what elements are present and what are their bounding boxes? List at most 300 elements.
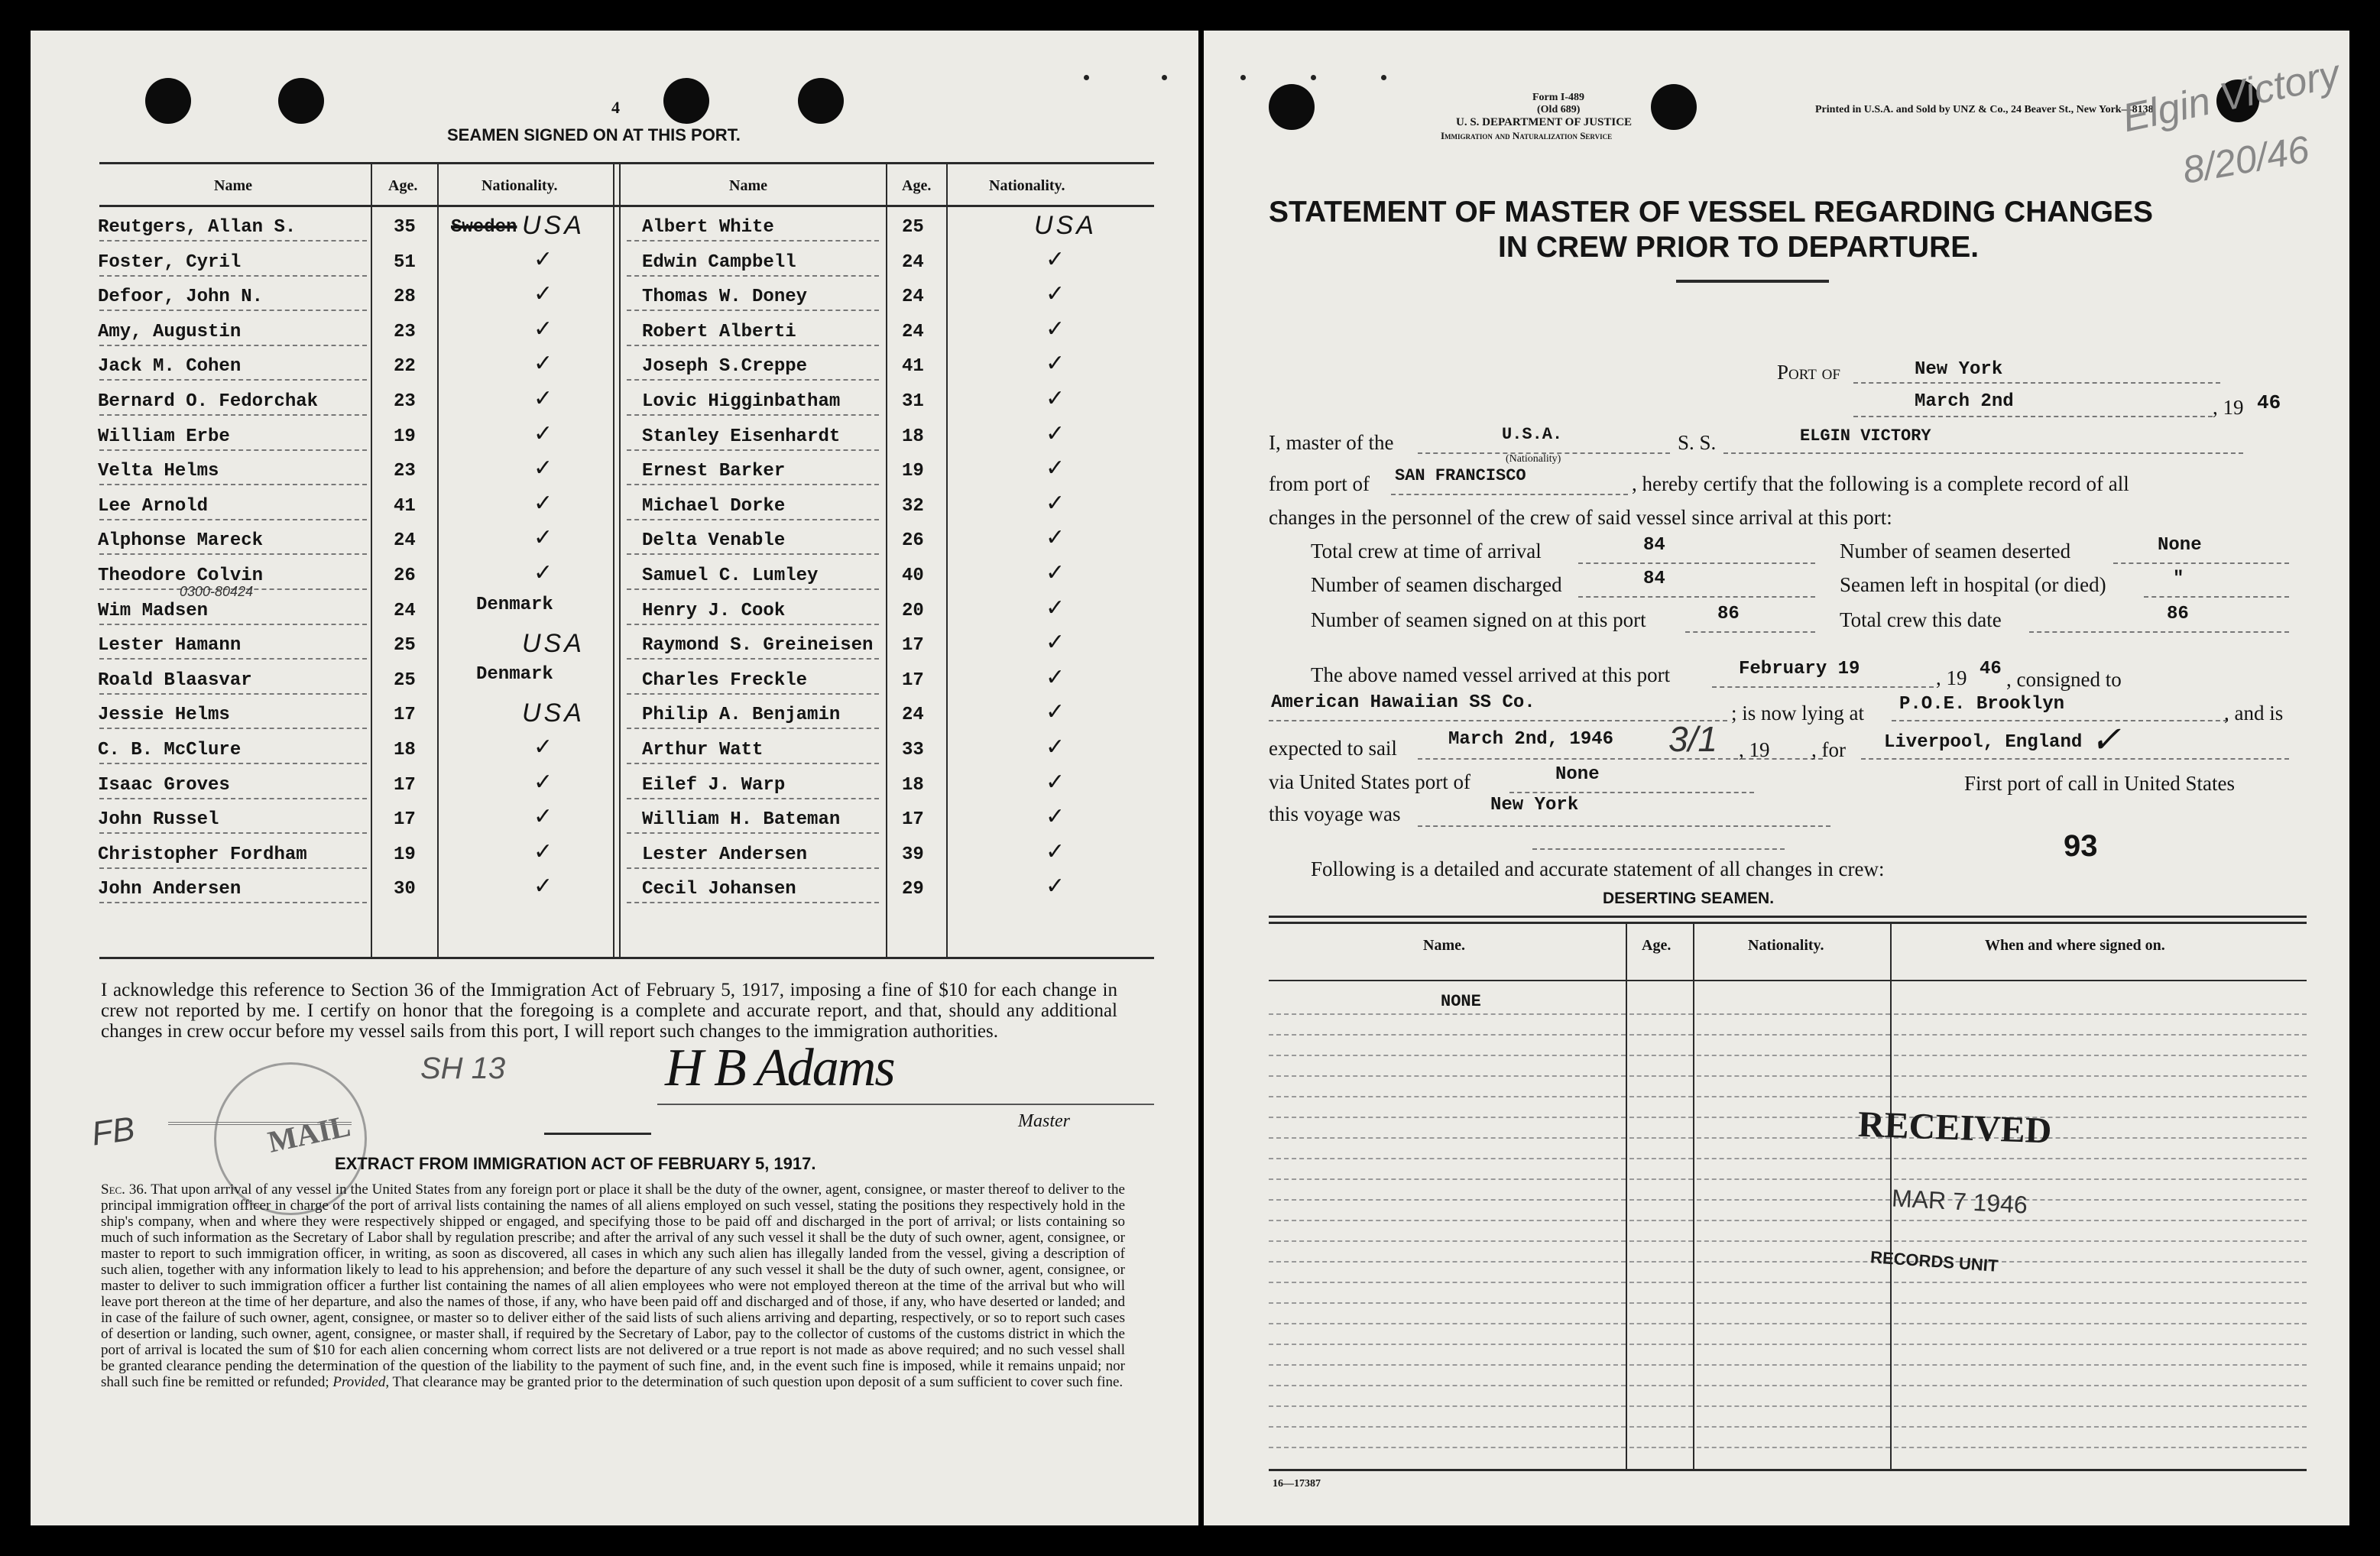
year-value: 46 — [2257, 391, 2281, 414]
seaman-name: Bernard O. Fedorchak — [98, 391, 319, 412]
consigned-label: , consigned to — [2006, 668, 2122, 691]
row-underline — [627, 763, 879, 764]
destination-check-icon: ✓ — [2090, 720, 2122, 760]
col-rule — [1693, 922, 1694, 1469]
certify-text: , hereby certify that the following is a complete record of all — [1632, 472, 2129, 495]
deserting-row-line — [1269, 1117, 1626, 1118]
seaman-age: 22 — [394, 356, 416, 378]
seaman-name: Charles Freckle — [642, 669, 808, 691]
row-underline — [627, 798, 879, 799]
row-underline — [627, 379, 879, 381]
row-underline — [99, 728, 367, 729]
punch-hole — [1651, 84, 1697, 130]
following-text: Following is a detailed and accurate statement of all changes in crew: — [1311, 857, 1885, 880]
total-arrival-value: 84 — [1643, 535, 1665, 556]
voyage-label: this voyage was — [1269, 802, 1401, 825]
seaman-name: Delta Venable — [642, 530, 786, 552]
deserting-row-line — [1629, 1220, 1693, 1221]
from-port-line — [1391, 494, 1628, 495]
deserting-row-line — [1269, 1220, 1626, 1221]
deserting-row-line — [1697, 1405, 1890, 1407]
form-title-line2: IN CREW PRIOR TO DEPARTURE. — [1498, 231, 1980, 264]
for-label: , for — [1811, 738, 1846, 761]
deserting-row-line — [1697, 1199, 1890, 1201]
table-bottom-rule — [99, 957, 1154, 959]
form-code: 16—17387 — [1273, 1478, 1321, 1490]
seaman-name: Theodore Colvin — [98, 566, 264, 586]
row-underline — [99, 798, 367, 799]
seaman-nationality: ✓ — [533, 489, 553, 517]
lying-value: P.O.E. Brooklyn — [1899, 694, 2065, 715]
deserting-row-line — [1894, 1385, 2307, 1386]
seaman-nationality: ✓ — [533, 350, 553, 378]
deserting-row-line — [1629, 1261, 1693, 1263]
seaman-age: 23 — [394, 461, 416, 482]
deserting-row-line — [1697, 1240, 1890, 1242]
seaman-name: Lovic Higginbatham — [642, 391, 841, 412]
deserting-header-nationality: Nationality. — [1748, 937, 1824, 954]
ship-name: ELGIN VICTORY — [1800, 426, 1931, 446]
deserted-label: Number of seamen deserted — [1840, 540, 2071, 562]
seaman-name: Philip A. Benjamin — [642, 705, 841, 726]
via-line — [1509, 792, 1754, 793]
initials-stamp: SH 13 — [420, 1052, 506, 1085]
seaman-name: Lester Hamann — [98, 635, 242, 656]
seaman-nationality: ✓ — [533, 385, 553, 412]
row-underline — [627, 658, 879, 660]
seaman-age: 31 — [902, 391, 924, 412]
row-underline — [627, 588, 879, 590]
deserting-row-line — [1269, 1282, 1626, 1283]
seaman-age: 19 — [394, 426, 416, 447]
extract-end: That clearance may be granted prior to the determination of such question upon deposit of a sum sufficient to cover such fine. — [392, 1374, 1124, 1390]
seaman-nationality: ✓ — [1046, 699, 1065, 726]
ink-dot — [1381, 75, 1386, 80]
seaman-nationality: USA — [522, 699, 585, 728]
deserting-row-line — [1629, 1034, 1693, 1036]
row-underline — [99, 902, 367, 903]
seaman-name: Arthur Watt — [642, 740, 764, 760]
row-underline — [627, 275, 879, 277]
seaman-nationality: Denmark — [476, 663, 553, 685]
changes-text: changes in the personnel of the crew of said vessel since arrival at this port: — [1269, 506, 1892, 529]
col-rule — [437, 162, 439, 958]
seaman-nationality: ✓ — [1046, 245, 1065, 273]
deserting-row-line — [1269, 1344, 1626, 1345]
seaman-name: Robert Alberti — [642, 321, 796, 342]
deserting-row-line — [1629, 1075, 1693, 1077]
punch-hole — [1269, 84, 1315, 130]
hospital-value: " — [2173, 569, 2184, 589]
seaman-age: 24 — [394, 530, 416, 552]
seaman-name: C. B. McClure — [98, 740, 242, 760]
hospital-label: Seamen left in hospital (or died) — [1840, 573, 2106, 596]
seaman-age: 18 — [902, 426, 924, 447]
deserting-row-line — [1894, 1426, 2307, 1428]
seaman-nationality: ✓ — [533, 768, 553, 796]
seaman-nationality: ✓ — [533, 838, 553, 865]
seaman-age: 25 — [902, 217, 924, 238]
deserting-row-line — [1697, 1447, 1890, 1448]
deserting-row-line — [1269, 1178, 1626, 1180]
voyage-value: New York — [1490, 795, 1579, 815]
col-rule — [1626, 922, 1627, 1469]
arrived-year: 46 — [1980, 659, 2002, 679]
seaman-age: 17 — [902, 635, 924, 656]
date-value: March 2nd — [1915, 391, 2014, 412]
row-underline — [627, 624, 879, 625]
deserting-row-line — [1629, 1013, 1693, 1015]
service: Immigration and Naturalization Service — [1441, 130, 1613, 141]
received-date: MAR 7 1946 — [1891, 1184, 2028, 1219]
row-underline — [627, 693, 879, 695]
voyage-line-2 — [1532, 848, 1785, 850]
deserting-header-name: Name. — [1423, 937, 1465, 954]
seaman-nationality: ✓ — [1046, 559, 1065, 586]
consignee-line — [1269, 720, 1727, 721]
row-underline — [99, 658, 367, 660]
seaman-nationality: ✓ — [1046, 803, 1065, 831]
seaman-name: Roald Blaasvar — [98, 669, 252, 691]
deserting-row-line — [1269, 1240, 1626, 1242]
postmark-cancel-line — [168, 1122, 352, 1125]
deserted-value: None — [2158, 535, 2202, 556]
ss-label: S. S. — [1678, 431, 1717, 454]
deserting-row-line — [1894, 1302, 2307, 1304]
seaman-name: William Erbe — [98, 426, 230, 447]
row-underline — [99, 867, 367, 869]
seaman-age: 24 — [902, 287, 924, 308]
seaman-name: Cecil Johansen — [642, 879, 796, 900]
arrived-label: The above named vessel arrived at this port — [1311, 663, 1671, 686]
seaman-name: Henry J. Cook — [642, 600, 786, 621]
seaman-nationality: ✓ — [533, 524, 553, 552]
port-line — [1853, 382, 2220, 384]
seaman-nationality: ✓ — [1046, 280, 1065, 308]
arrived-line — [1712, 686, 1934, 688]
row-underline — [627, 240, 879, 242]
punch-hole — [278, 78, 324, 124]
right-page — [1204, 31, 2349, 1525]
from-port-label: from port of — [1269, 472, 1370, 495]
col-rule — [619, 162, 621, 958]
expected-label: expected to sail — [1269, 737, 1397, 760]
deserting-row-line — [1894, 1178, 2307, 1180]
destination-line — [1861, 758, 2289, 760]
nationality-value: U.S.A. — [1502, 425, 1563, 444]
seaman-nationality: USA — [1034, 211, 1097, 240]
header-nationality: Nationality. — [482, 177, 558, 194]
total-date-value: 86 — [2167, 604, 2189, 624]
seaman-name: Velta Helms — [98, 461, 219, 482]
deserting-row-line — [1269, 1055, 1626, 1056]
master-signature: H B Adams — [665, 1039, 894, 1097]
deserting-row-line — [1894, 1158, 2307, 1159]
deserting-row-line — [1697, 1075, 1890, 1077]
and-is: , and is — [2224, 702, 2284, 725]
deserting-row-line — [1269, 1364, 1626, 1366]
extract-body: That upon arrival of any vessel in the United States from any foreign port or place it shall be the duty of the owner, agent, consignee, or master thereof to deliver to the principal immigration officer in charge of the port of arrival lists containing the names of all aliens employed on such vessel, stating the positions they respectively hold in the ship's company, when and where they were respectively shipped or engaged, and specifying those to be paid off and discharged in the port of arrival; or lists containing so much of such information as the Secretary of Labor shall by regulation prescribe; and after the arrival of any such vessel it shall be the duty of such owner, agent, consignee, or master to report to such immigration officer, in writing, as soon as discovered, all cases in which any such alien has illegally landed from the vessel, giving a description of such alien, together with any information likely to lead to his apprehension; and before the departure of any such vessel it shall be the duty of such owner, agent, consignee, or master to deliver to such immigration officer a further list containing the names of all alien employees who were not employed thereon at the time of the arrival but who will leave port thereon at the time of her departure, and also the names of those, if any, who have been paid off and discharged and of those, if any, who have deserted or landed; and in case of the failure of such owner, agent, consignee, or master so to deliver either of the said lists of such aliens arriving and departing, respectively, or so to report such cases of desertion or landing, such owner, agent, consignee, or master shall, if required by the Secretary of Labor, pay to the collector of customs of the customs district in which the port of arrival is located the sum of $10 for each alien concerning whom correct lists are not delivered or a true report is not made as above required; and no such vessel shall be granted clearance pending the determination of the question of the liability to the payment of such fine, and, in the event such fine is imposed, while it remains unpaid; nor shall such fine be remitted or refunded; — [101, 1182, 1125, 1390]
deserting-row-line — [1269, 1096, 1626, 1097]
seaman-name: William H. Bateman — [642, 809, 841, 831]
deserting-row-line — [1697, 1282, 1890, 1283]
seaman-age: 25 — [394, 635, 416, 656]
seaman-age: 28 — [394, 287, 416, 308]
seaman-age: 26 — [902, 530, 924, 552]
seaman-age: 17 — [394, 809, 416, 831]
nationality-caption: (Nationality) — [1506, 453, 1561, 465]
seaman-name: Eilef J. Warp — [642, 774, 786, 796]
seaman-age: 17 — [394, 705, 416, 726]
deserting-row-line — [1269, 1426, 1626, 1428]
first-port-label: First port of call in United States — [1964, 772, 2235, 795]
extract-title: EXTRACT FROM IMMIGRATION ACT OF FEBRUARY 5, 1917. — [335, 1154, 816, 1173]
seaman-nationality: ✓ — [533, 245, 553, 273]
seaman-nationality: ✓ — [1046, 768, 1065, 796]
deserting-row-line — [1269, 1158, 1626, 1159]
row-underline — [99, 275, 367, 277]
row-underline — [627, 519, 879, 520]
deserting-row-line — [1629, 1364, 1693, 1366]
deserting-row-line — [1697, 1323, 1890, 1324]
seaman-nationality: Denmark — [476, 594, 553, 615]
header-age: Age. — [902, 177, 932, 194]
deserting-row-line — [1697, 1034, 1890, 1036]
deserting-row-line — [1894, 1013, 2307, 1015]
printer-line: Printed in U.S.A. and Sold by UNZ & Co., 24 Beaver St., New York—8138 — [1815, 104, 2154, 115]
seaman-age: 17 — [394, 774, 416, 796]
seaman-age: 23 — [394, 391, 416, 412]
seaman-nationality: ✓ — [1046, 455, 1065, 482]
seaman-nationality: ✓ — [1046, 629, 1065, 656]
deserting-row-line — [1894, 1364, 2307, 1366]
deserting-row-line — [1697, 1220, 1890, 1221]
row-underline — [627, 902, 879, 903]
ship-line — [1723, 452, 2243, 454]
seaman-name: Edwin Campbell — [642, 251, 796, 273]
seaman-nationality: ✓ — [533, 455, 553, 482]
seaman-age: 18 — [902, 774, 924, 796]
margin-initials: FB — [89, 1110, 138, 1153]
seaman-name: Isaac Groves — [98, 774, 230, 796]
discharged-value: 84 — [1643, 569, 1665, 589]
deserting-title: DESERTING SEAMEN. — [1603, 890, 1775, 907]
deserting-row-line — [1894, 1282, 2307, 1283]
seaman-nationality: ✓ — [533, 734, 553, 760]
deserting-row-line — [1894, 1405, 2307, 1407]
destination-value: Liverpool, England — [1884, 732, 2083, 753]
row-underline — [99, 763, 367, 764]
row-underline — [99, 240, 367, 242]
seaman-name: Stanley Eisenhardt — [642, 426, 841, 447]
seaman-age: 24 — [902, 321, 924, 342]
seaman-age: 35 — [394, 217, 416, 238]
port-label: Port of — [1777, 361, 1840, 384]
seaman-age: 18 — [394, 740, 416, 760]
seaman-nationality: ✓ — [1046, 594, 1065, 621]
extract-text — [101, 1182, 1125, 1390]
via-value: None — [1555, 764, 1600, 785]
records-unit-stamp: RECORDS UNIT — [1869, 1247, 1999, 1276]
seaman-name: Jack M. Cohen — [98, 356, 242, 378]
deserting-row-line — [1894, 1034, 2307, 1036]
expected-handwritten: 3/1 — [1668, 719, 1717, 759]
seaman-name: Lee Arnold — [98, 495, 209, 517]
row-underline — [99, 484, 367, 485]
seaman-name: John Andersen — [98, 879, 242, 900]
deserting-row-line — [1269, 1199, 1626, 1201]
deserting-row-line — [1269, 1302, 1626, 1304]
seaman-name: John Russel — [98, 809, 219, 831]
seaman-nationality: ✓ — [1046, 838, 1065, 865]
date-line — [1853, 416, 2213, 417]
seaman-age: 39 — [902, 844, 924, 865]
arrived-year-prefix: , 19 — [1936, 666, 1967, 689]
lying-label: ; is now lying at — [1731, 702, 1864, 725]
col-rule — [613, 162, 614, 958]
seaman-age: 40 — [902, 566, 924, 586]
seaman-age: 29 — [902, 879, 924, 900]
col-rule — [371, 162, 372, 958]
seaman-name: Foster, Cyril — [98, 251, 242, 273]
seaman-nationality: ✓ — [533, 803, 553, 831]
signed-on-value: 86 — [1717, 604, 1740, 624]
form-number: Form I-489 — [1532, 92, 1585, 103]
master-of-label: I, master of the — [1269, 431, 1394, 454]
deserting-rule — [1269, 916, 2307, 918]
row-underline — [99, 345, 367, 346]
deserting-row-line — [1629, 1323, 1693, 1324]
deserting-row-line — [1894, 1055, 2307, 1056]
seaman-age: 17 — [902, 669, 924, 691]
deserting-row-line — [1629, 1240, 1693, 1242]
seaman-age: 25 — [394, 669, 416, 691]
port-value: New York — [1915, 359, 2003, 380]
deserting-row-line — [1629, 1096, 1693, 1097]
seaman-nationality: USA — [522, 211, 585, 240]
year-prefix: , 19 — [2213, 396, 2244, 419]
row-underline — [627, 553, 879, 555]
seaman-name: Defoor, John N. — [98, 287, 264, 308]
ink-dot — [1084, 75, 1089, 80]
total-date-label: Total crew this date — [1840, 608, 2002, 631]
seaman-nationality: ✓ — [1046, 734, 1065, 760]
deserting-row-line — [1629, 1117, 1693, 1118]
department: U. S. DEPARTMENT OF JUSTICE — [1456, 116, 1633, 128]
header-age: Age. — [388, 177, 418, 194]
deserting-row-line — [1697, 1055, 1890, 1056]
page-number: 4 — [611, 98, 620, 117]
seaman-nationality: USA — [522, 629, 585, 659]
deserting-row-line — [1697, 1426, 1890, 1428]
seaman-name: Christopher Fordham — [98, 844, 307, 865]
seaman-age: 24 — [394, 600, 416, 621]
header-name: Name — [729, 177, 767, 194]
received-stamp: RECEIVED — [1857, 1104, 2053, 1152]
stat-line — [1685, 631, 1815, 633]
row-underline — [99, 414, 367, 416]
page-gutter — [1198, 31, 1204, 1525]
seaman-age: 19 — [394, 844, 416, 865]
stat-line — [2144, 596, 2289, 598]
seaman-nationality: ✓ — [1046, 350, 1065, 378]
ink-dot — [1311, 75, 1316, 80]
section-title: SEAMEN SIGNED ON AT THIS PORT. — [447, 125, 741, 144]
seaman-nationality: ✓ — [1046, 663, 1065, 691]
deserting-row-line — [1894, 1323, 2307, 1324]
via-label: via United States port of — [1269, 770, 1470, 793]
form-title-line1: STATEMENT OF MASTER OF VESSEL REGARDING CHANGES — [1269, 196, 2154, 229]
row-underline — [627, 867, 879, 869]
row-underline — [99, 624, 367, 625]
count-stamp: 93 — [2064, 829, 2098, 863]
seaman-nationality: ✓ — [1046, 420, 1065, 447]
seaman-nationality: ✓ — [1046, 873, 1065, 900]
seaman-age: 30 — [394, 879, 416, 900]
row-underline — [99, 693, 367, 695]
signed-on-label: Number of seamen signed on at this port — [1311, 608, 1646, 631]
seaman-age: 51 — [394, 251, 416, 273]
seaman-age: 41 — [902, 356, 924, 378]
deserting-row-line — [1697, 1096, 1890, 1097]
deserting-row-line — [1269, 1385, 1626, 1386]
punch-hole — [663, 78, 709, 124]
punch-hole — [145, 78, 191, 124]
row-underline — [627, 310, 879, 311]
row-underline — [627, 832, 879, 834]
row-underline — [627, 484, 879, 485]
sec-label: Sec. 36. — [101, 1182, 148, 1198]
deserting-row-line — [1269, 1447, 1626, 1448]
deserting-row-line — [1697, 1302, 1890, 1304]
deserting-row-line — [1697, 1013, 1890, 1015]
punch-hole — [798, 78, 844, 124]
deserting-row-line — [1697, 1385, 1890, 1386]
seaman-age: 41 — [394, 495, 416, 517]
deserting-row-line — [1894, 1344, 2307, 1345]
seaman-name: Michael Dorke — [642, 495, 786, 517]
struck-nationality: Sweden — [451, 217, 517, 238]
deserting-header-rule — [1269, 980, 2307, 981]
deserting-row-line — [1269, 1261, 1626, 1263]
seaman-name: Amy, Augustin — [98, 321, 242, 342]
row-underline — [627, 728, 879, 729]
old-form-number: (Old 689) — [1537, 104, 1581, 115]
seaman-age: 23 — [394, 321, 416, 342]
deserting-row-line — [1269, 1405, 1626, 1407]
postmark-text: MAIL — [264, 1108, 354, 1159]
stat-line — [2113, 562, 2289, 564]
deserting-bottom-rule — [1269, 1469, 2307, 1471]
deserting-value: NONE — [1441, 992, 1481, 1011]
discharged-label: Number of seamen discharged — [1311, 573, 1562, 596]
seaman-nationality: ✓ — [1046, 315, 1065, 342]
row-underline — [99, 553, 367, 555]
left-page — [31, 31, 1198, 1525]
handwritten-date-note: 8/20/46 — [2179, 127, 2313, 193]
deserting-row-line — [1697, 1178, 1890, 1180]
seaman-name: Samuel C. Lumley — [642, 566, 819, 586]
table-header-rule — [99, 205, 1154, 207]
deserting-row-line — [1629, 1447, 1693, 1448]
seaman-name: Wim Madsen — [98, 600, 209, 621]
acknowledgement-text: I acknowledge this reference to Section 36 of the Immigration Act of February 5, 1917, imposing a fine of $10 for each change in crew not reported by me. I certify on honor that the foregoing is a complete and accurate report, and that, should any additional changes in crew occur before my vessel sails from this port, I will report such changes to the immigration authorities. — [101, 980, 1117, 1042]
row-underline — [99, 379, 367, 381]
header-nationality: Nationality. — [989, 177, 1065, 194]
seaman-name: Lester Andersen — [642, 844, 808, 865]
seaman-nationality: ✓ — [1046, 385, 1065, 412]
seaman-nationality: ✓ — [533, 873, 553, 900]
